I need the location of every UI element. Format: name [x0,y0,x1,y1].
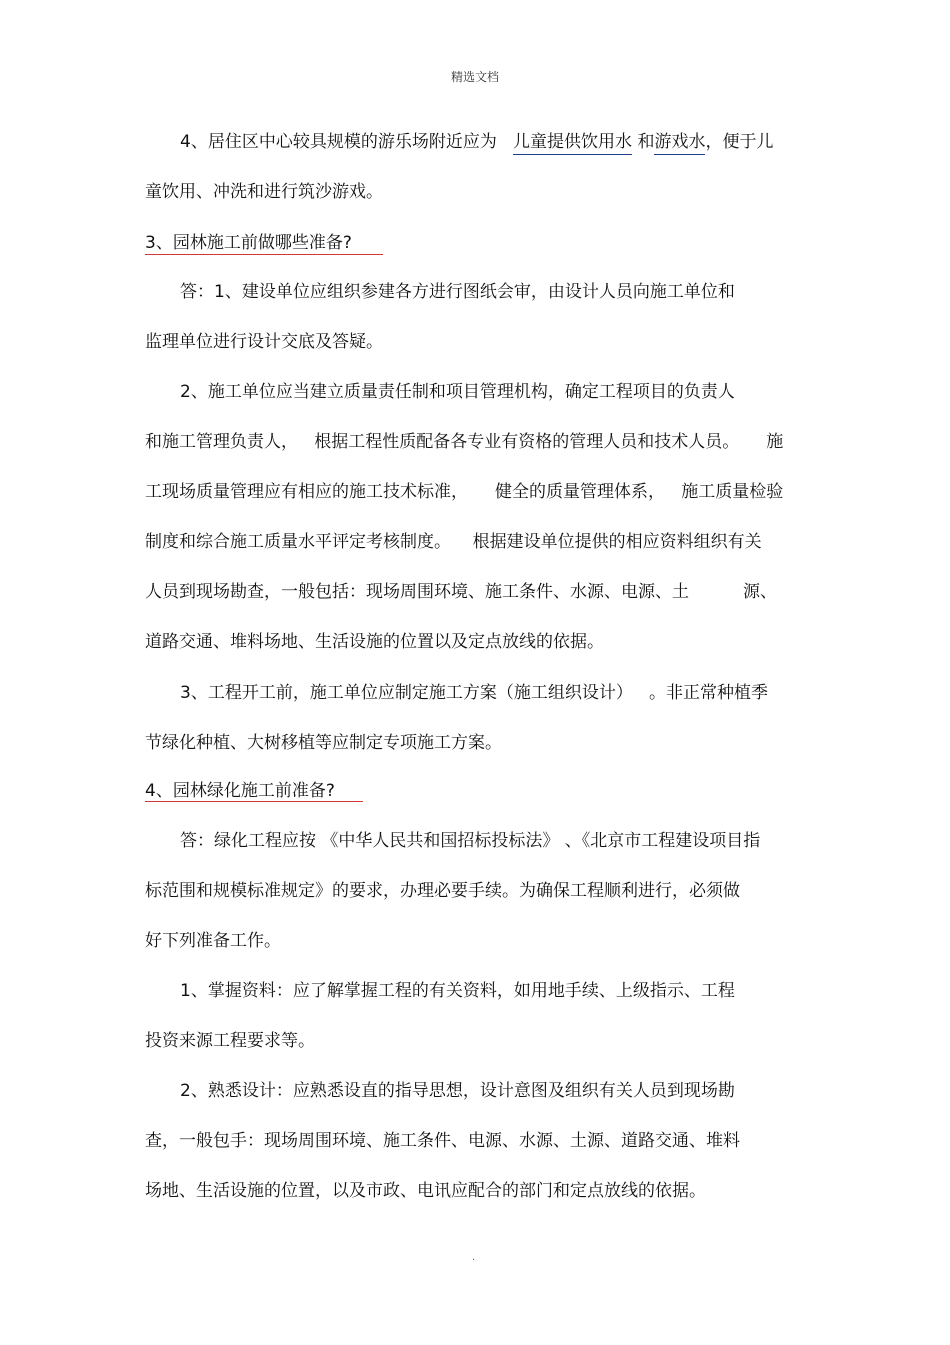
paragraph-line: 节绿化种植、大树移植等应制定专项施工方案。 [145,733,502,753]
paragraph-line: 2、熟悉设计：应熟悉设直的指导思想，设计意图及组织有关人员到现场勘 [180,1081,735,1101]
paragraph-line: 监理单位进行设计交底及答疑。 [145,332,383,352]
paragraph-line: 标范围和规模标准规定》的要求，办理必要手续。为确保工程顺利进行，必须做 [145,881,740,901]
question-heading: 4、园林绿化施工前准备? [145,781,335,801]
paragraph-line: 和施工管理负责人， 根据工程性质配备各专业有资格的管理人员和技术人员。 施 [145,432,784,452]
paragraph-line: 查，一般包手：现场周围环境、施工条件、电源、水源、土源、道路交通、堆料 [145,1131,740,1151]
paragraph-line: 答：绿化工程应按 《中华人民共和国招标投标法》 、《北京市工程建设项目指 [180,831,761,851]
paragraph-line: 道路交通、堆料场地、生活设施的位置以及定点放线的依据。 [145,632,604,652]
paragraph-line: 1、掌握资料：应了解掌握工程的有关资料，如用地手续、上级指示、工程 [180,981,735,1001]
question-heading: 3、园林施工前做哪些准备? [145,233,352,253]
paragraph-line: 童饮用、冲洗和进行筑沙游戏。 [145,182,383,202]
paragraph-line: 场地、生活设施的位置，以及市政、电讯应配合的部门和定点放线的依据。 [145,1181,706,1201]
paragraph-line: 2、施工单位应当建立质量责任制和项目管理机构，确定工程项目的负责人 [180,382,735,402]
fill-blank-answer: 儿童提供饮用水 [513,130,632,155]
paragraph-line: 制度和综合施工质量水平评定考核制度。 根据建设单位提供的相应资料组织有关 [145,532,762,552]
paragraph-line: 投资来源工程要求等。 [145,1031,315,1051]
paragraph-line: 答：1、建设单位应组织参建各方进行图纸会审，由设计人员向施工单位和 [180,282,735,302]
text-suffix: ，便于儿 [705,132,774,152]
paragraph-line: 好下列准备工作。 [145,931,281,951]
text-mid: 和 [637,132,655,152]
paragraph-line: 工现场质量管理应有相应的施工技术标准， 健全的质量管理体系， 施工质量检验 [145,482,784,502]
paragraph-line [180,130,773,155]
paragraph-line: 人员到现场勘查，一般包括：现场周围环境、施工条件、水源、电源、土 源、 [145,582,778,602]
paragraph-line: 3、工程开工前，施工单位应制定施工方案（施工组织设计） 。非正常种植季 [180,683,769,703]
fill-blank-answer: 游戏水 [654,130,705,155]
page-header: 精选文档 [450,70,499,84]
heading-underline [145,801,363,802]
page-footer-mark: . [472,1252,476,1263]
text-prefix: 4、居住区中心较具规模的游乐场附近应为 [180,132,497,152]
heading-underline [145,254,383,255]
